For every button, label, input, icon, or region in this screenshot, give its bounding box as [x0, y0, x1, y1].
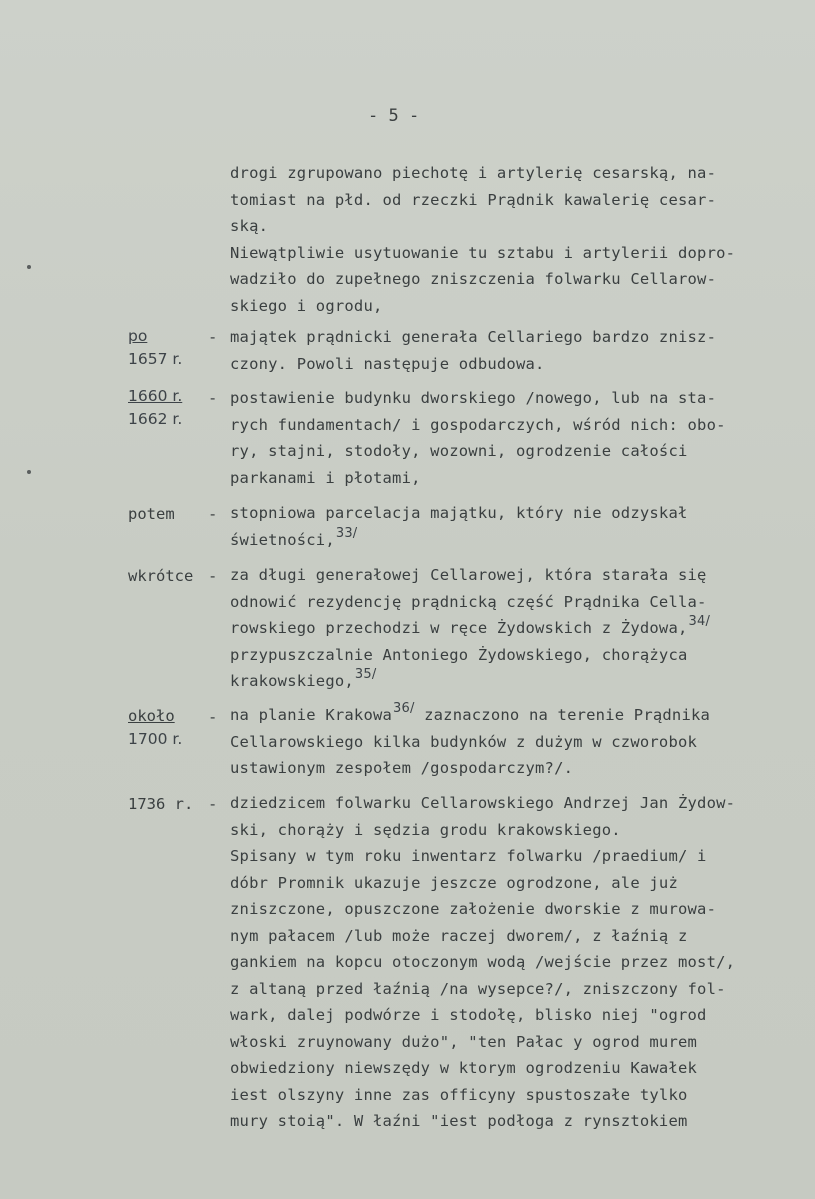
- text-line: Niewątpliwie usytuowanie tu sztabu i artylerii dopro-: [230, 243, 736, 262]
- text-line: wadziło do zupełnego zniszczenia folwarku Cellarow-: [230, 270, 717, 288]
- entry-text: [230, 790, 790, 1135]
- text-line: ustawionym zespołem /gospodarczym?/.: [230, 759, 574, 777]
- entry-text: [230, 385, 790, 491]
- text-fragment: rowskiego przechodzi w ręce Żydowskich z Żydowa,: [230, 619, 688, 637]
- entry-text: [230, 562, 790, 695]
- dash: -: [208, 505, 218, 523]
- dash: -: [208, 795, 218, 813]
- dash: -: [208, 708, 218, 726]
- text-line: [230, 668, 790, 695]
- scan-mark: [27, 470, 31, 474]
- text-line: obwiedziony niewszędy w ktorym ogrodzeniu Kawałek: [230, 1059, 698, 1077]
- text-line: ską.: [230, 217, 269, 235]
- text-line: mury stoią". W łaźni "iest podłoga z rynsztokiem: [230, 1112, 688, 1130]
- text-line: dóbr Promnik ukazuje jeszcze ogrodzone, ale już: [230, 873, 678, 892]
- text-line: stopniowa parcelacja majątku, który nie odzyskał: [230, 504, 688, 522]
- footnote-ref: 34/: [688, 614, 711, 629]
- text-line: odnowić rezydencję prądnicką część Prądnika Cella-: [230, 592, 707, 611]
- footnote-ref: 33/: [335, 525, 358, 541]
- text-line: [230, 527, 790, 554]
- text-line: przypuszczalnie Antoniego Żydowskiego, chorążyca: [230, 645, 688, 664]
- text-line: Cellarowskiego kilka budynków z dużym w czworobok: [230, 732, 698, 751]
- text-line: nym pałacem /lub może raczej dworem/, z łaźnią z: [230, 926, 688, 945]
- text-fragment: świetności,: [230, 530, 335, 549]
- date-line: wkrótce: [128, 567, 194, 585]
- text-line: [230, 615, 790, 642]
- page-number: - 5 -: [368, 106, 420, 126]
- text-line: [230, 702, 790, 729]
- text-line: skiego i ogrodu,: [230, 296, 383, 315]
- date-line: 1700 r.: [128, 730, 183, 748]
- date-line: 1736 r.: [128, 795, 194, 813]
- dash: -: [208, 328, 218, 346]
- intro-paragraph: [230, 160, 790, 319]
- text-line: postawienie budynku dworskiego /nowego, lub na sta-: [230, 389, 717, 407]
- text-line: czony. Powoli następuje odbudowa.: [230, 354, 545, 373]
- text-line: majątek prądnicki generała Cellariego bardzo znisz-: [230, 328, 717, 346]
- entry-text: [230, 500, 790, 553]
- text-line: ry, stajni, stodoły, wozowni, ogrodzenie całości: [230, 442, 688, 460]
- text-fragment: na planie Krakowa: [230, 706, 393, 724]
- date-line: 1662 r.: [128, 410, 183, 428]
- text-line: zniszczone, opuszczone założenie dworskie z murowa-: [230, 900, 717, 918]
- text-fragment: zaznaczono na terenie Prądnika: [414, 706, 711, 724]
- text-line: iest olszyny inne zas officyny spustoszałe tylko: [230, 1085, 688, 1104]
- text-line: tomiast na płd. od rzeczki Prądnik kawalerię cesar-: [230, 190, 717, 209]
- footnote-ref: 36/: [393, 701, 415, 716]
- entry-text: [230, 702, 790, 782]
- date-line: po: [128, 327, 148, 345]
- text-line: gankiem na kopcu otoczonym wodą /wejście przez most/,: [230, 953, 736, 971]
- date-line: około: [128, 707, 175, 725]
- footnote-ref: 35/: [354, 667, 377, 682]
- date-line: 1660 r.: [128, 387, 183, 405]
- text-line: dziedzicem folwarku Cellarowskiego Andrzej Jan Żydow-: [230, 794, 736, 812]
- scan-mark: [27, 265, 31, 269]
- text-line: parkanami i płotami,: [230, 468, 421, 487]
- text-line: drogi zgrupowano piechotę i artylerię cesarską, na-: [230, 164, 717, 182]
- text-line: wark, dalej podwórze i stodołę, blisko niej "ogrod: [230, 1006, 707, 1024]
- text-fragment: krakowskiego,: [230, 672, 354, 690]
- text-line: za długi generałowej Cellarowej, która starała się: [230, 566, 707, 584]
- text-line: z altaną przed łaźnią /na wysepce?/, zniszczony fol-: [230, 979, 726, 998]
- entry-text: [230, 324, 790, 377]
- dash: -: [208, 389, 218, 407]
- text-line: rych fundamentach/ i gospodarczych, wśród nich: obo-: [230, 415, 726, 434]
- text-line: włoski zruynowany dużo", "ten Pałac y ogrod murem: [230, 1032, 698, 1051]
- date-line: 1657 r.: [128, 350, 183, 368]
- date-line: potem: [128, 505, 175, 523]
- dash: -: [208, 567, 218, 585]
- text-line: ski, chorąży i sędzia grodu krakowskiego.: [230, 820, 621, 839]
- text-line: Spisany w tym roku inwentarz folwarku /praedium/ i: [230, 847, 707, 865]
